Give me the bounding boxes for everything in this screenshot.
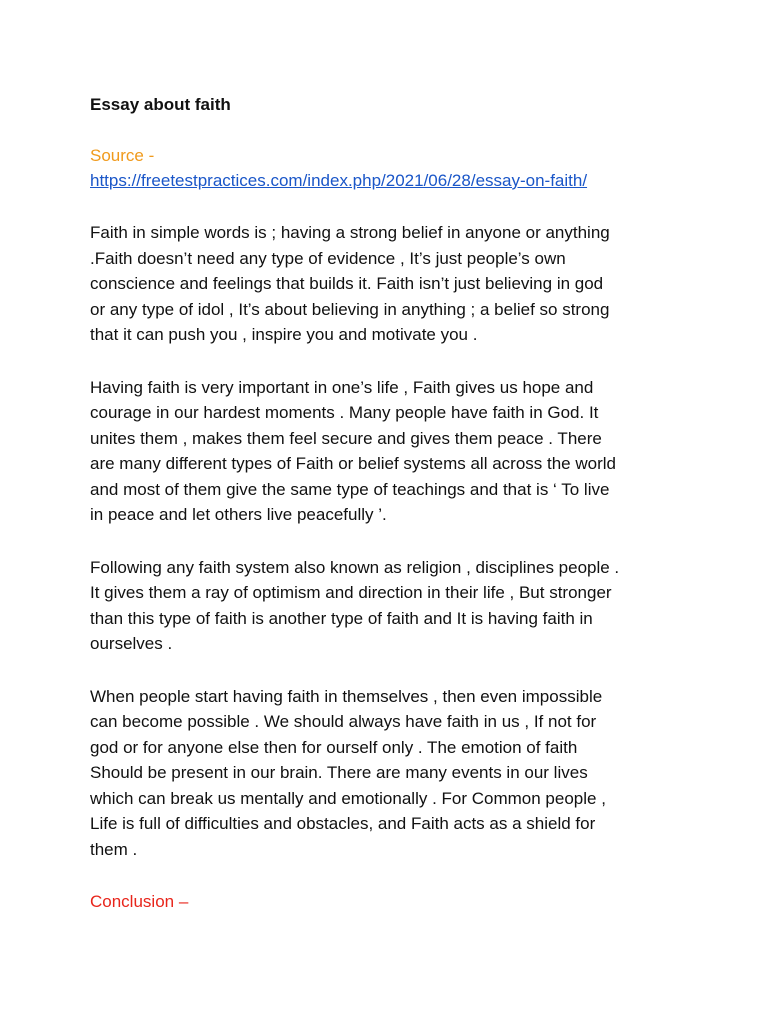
paragraph-1: Faith in simple words is ; having a strong belief in anyone or anything .Faith doesn’t need any type of evidence , It’s just people’s own conscience and feelings that builds it. Faith isn’t just believing in god or any type of idol , It’s about believing in anything ; a belief so strong that it can push you , inspire you and motivate you . [90,223,610,344]
paragraph-2: Having faith is very important in one’s life , Faith gives us hope and courage in our hardest moments . Many people have faith in God. It unites them , makes them feel secure and gives them peace . There are many different types of Faith or belief systems all across the world and most of them give the same type of teachings and that is ‘ To live in peace and let others live peacefully ’. [90,377,616,524]
paragraph-4: When people start having faith in themselves , then even impossible can become possible . We should always have faith in us , If not for god or for anyone else then for ourself only . The emotion of faith Should be present in our brain. There are many events in our lives which can break us mentally and emotionally . For Common people , Life is full of difficulties and obstacles, and Faith acts as a shield for them . [90,686,606,859]
source-link[interactable]: https://freetestpractices.com/index.php/2021/06/28/essay-on-faith/ [90,171,588,190]
source-block [90,143,686,193]
paragraph-3: Following any faith system also known as religion , disciplines people . It gives them a ray of optimism and direction in their life , But stronger than this type of faith is another type of faith and It is having faith in ourselves . [90,557,620,653]
document-body [90,92,686,914]
source-label: Source - [90,146,155,165]
document-title: Essay about faith [90,95,231,114]
conclusion-heading: Conclusion – [90,892,189,911]
